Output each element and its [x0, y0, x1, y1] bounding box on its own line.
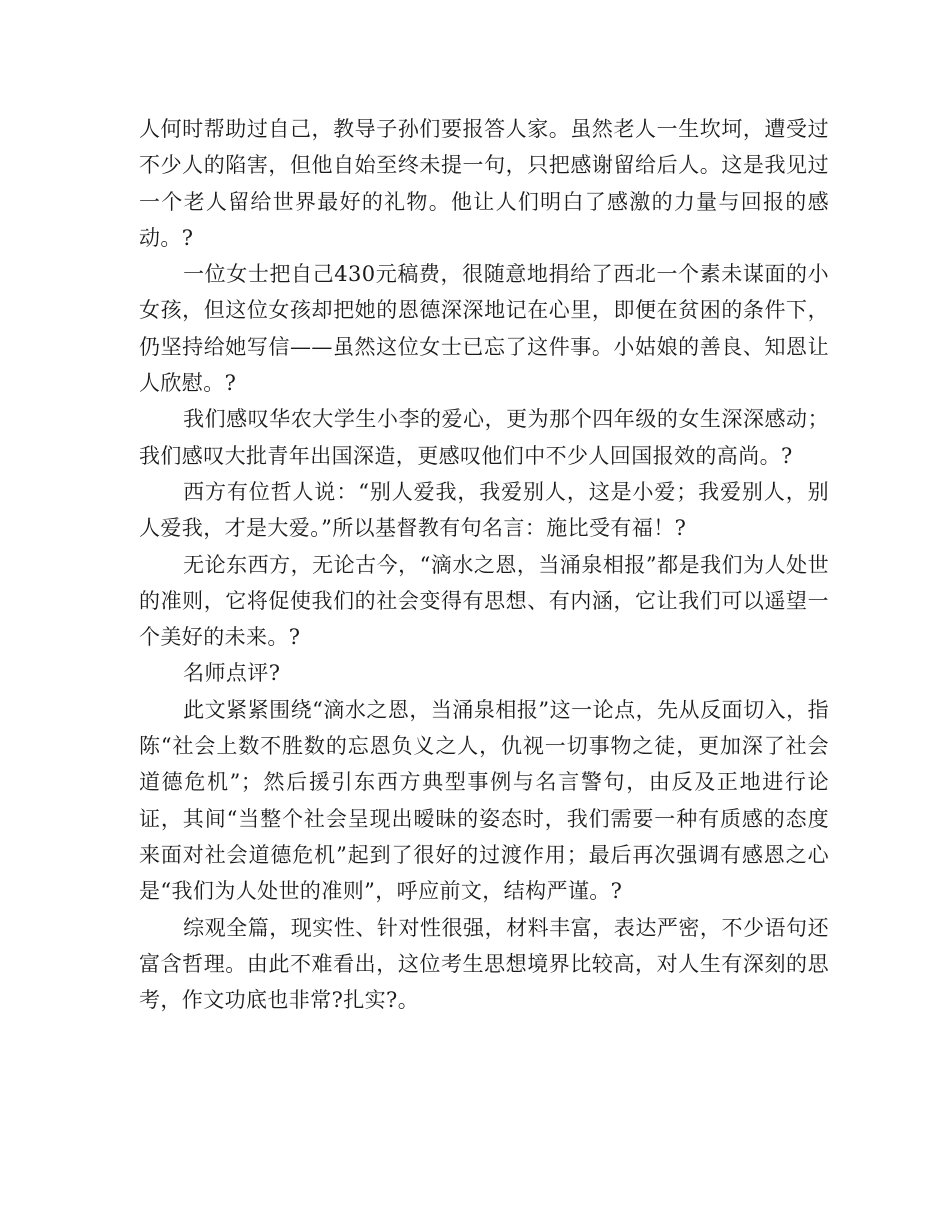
paragraph-8: 综观全篇，现实性、针对性很强，材料丰富，表达严密，不少语句还富含哲理。由此不难看出，这位考生思想境界比较高，对人生有深刻的思考，作文功底也非常?扎实?。 — [139, 915, 829, 1013]
paragraph-2: 一位女士把自己430元稿费，很随意地捐给了西北一个素未谋面的小女孩，但这位女孩却把她的恩德深深地记在心里，即便在贫困的条件下，仍坚持给她写信——虽然这位女士已忘了这件事。小姑娘的善良、知恩让人欣慰。? — [139, 262, 829, 396]
paragraph-7: 此文紧紧围绕“滴水之恩，当涌泉相报”这一论点，先从反面切入，指陈“社会上数不胜数的忘恩负义之人，仇视一切事物之徒，更加深了社会道德危机”；然后援引东西方典型事例与名言警句，由反及正地进行论证，其间“当整个社会呈现出暧昧的姿态时，我们需要一种有质感的态度来面对社会道德危机”起到了很好的过渡作用；最后再次强调有感恩之心是“我们为人处世的准则”，呼应前文，结构严谨。? — [139, 697, 829, 904]
section-heading-teacher-review: 名师点评? — [183, 661, 281, 686]
paragraph-1: 人何时帮助过自己，教导子孙们要报答人家。虽然老人一生坎坷，遭受过不少人的陷害，但他自始至终未提一句，只把感谢留给后人。这是我见过一个老人留给世界最好的礼物。他让人们明白了感激的力量与回报的感动。? — [139, 117, 829, 250]
document-body — [139, 111, 829, 1018]
paragraph-4: 西方有位哲人说：“别人爱我，我爱别人，这是小爱；我爱别人，别人爱我，才是大爱。”所以基督教有句名言：施比受有福！? — [139, 479, 829, 541]
paragraph-5: 无论东西方，无论古今，“滴水之恩，当涌泉相报”都是我们为人处世的准则，它将促使我们的社会变得有思想、有内涵，它让我们可以遥望一个美好的未来。? — [139, 552, 829, 650]
paragraph-3: 我们感叹华农大学生小李的爱心，更为那个四年级的女生深深感动；我们感叹大批青年出国深造，更感叹他们中不少人回国报效的高尚。? — [139, 407, 829, 468]
